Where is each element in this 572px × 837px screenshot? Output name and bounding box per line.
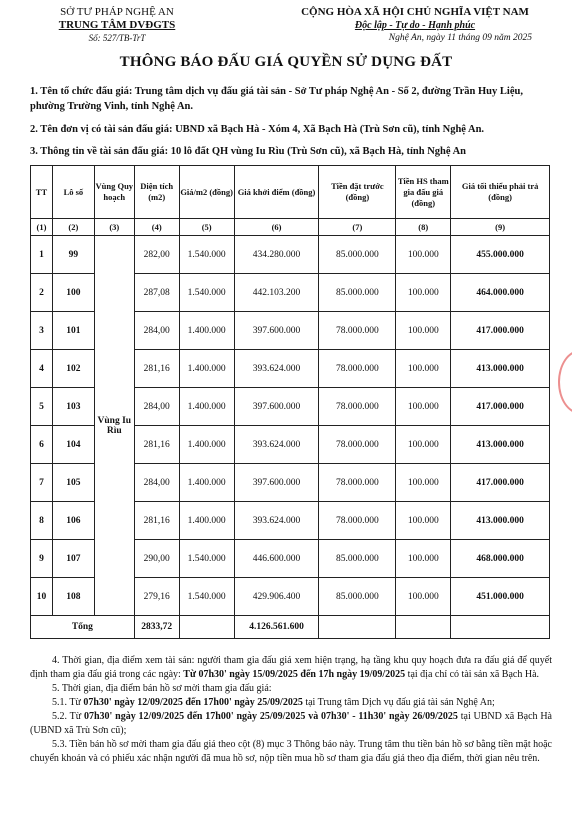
col-num: (6) xyxy=(234,219,319,236)
area-cell: 281,16 xyxy=(134,426,179,464)
deposit-cell: 85.000.000 xyxy=(319,236,396,274)
area-cell: 284,00 xyxy=(134,388,179,426)
fee-cell: 100.000 xyxy=(396,578,451,616)
tt-cell: 6 xyxy=(31,426,53,464)
lot-cell: 108 xyxy=(52,578,94,616)
document-date: Nghệ An, ngày 11 tháng 09 năm 2025 xyxy=(388,33,532,43)
tt-cell: 10 xyxy=(31,578,53,616)
min-price-cell: 413.000.000 xyxy=(451,502,550,540)
price-m2-cell: 1.540.000 xyxy=(179,274,234,312)
area-cell: 281,16 xyxy=(134,350,179,388)
total-label: Tổng xyxy=(31,616,135,639)
national-title: CỘNG HÒA XÃ HỘI CHỦ NGHĨA VIỆT NAM xyxy=(301,6,529,18)
start-price-cell: 397.600.000 xyxy=(234,312,319,350)
area-cell: 282,00 xyxy=(134,236,179,274)
deposit-cell: 85.000.000 xyxy=(319,274,396,312)
tt-cell: 8 xyxy=(31,502,53,540)
fee-cell: 100.000 xyxy=(396,426,451,464)
lot-cell: 102 xyxy=(52,350,94,388)
tt-cell: 1 xyxy=(31,236,53,274)
total-empty xyxy=(179,616,234,639)
total-empty xyxy=(396,616,451,639)
section-4-place: tại địa chỉ có tài sản xã Bạch Hà. xyxy=(405,669,540,680)
total-area: 2833,72 xyxy=(134,616,179,639)
col-num: (7) xyxy=(319,219,396,236)
deposit-cell: 78.000.000 xyxy=(319,426,396,464)
red-seal-stamp xyxy=(558,350,572,414)
price-m2-cell: 1.400.000 xyxy=(179,388,234,426)
auction-table xyxy=(30,165,550,639)
deposit-cell: 85.000.000 xyxy=(319,578,396,616)
lot-cell: 103 xyxy=(52,388,94,426)
lot-cell: 106 xyxy=(52,502,94,540)
total-start-price: 4.126.561.600 xyxy=(234,616,319,639)
national-motto: Độc lập - Tự do - Hạnh phúc xyxy=(354,20,476,31)
tt-cell: 2 xyxy=(31,274,53,312)
deposit-cell: 78.000.000 xyxy=(319,312,396,350)
section-5-2 xyxy=(30,710,552,738)
col-num: (2) xyxy=(52,219,94,236)
fee-cell: 100.000 xyxy=(396,464,451,502)
deposit-cell: 78.000.000 xyxy=(319,464,396,502)
price-m2-cell: 1.400.000 xyxy=(179,464,234,502)
info-item-3: 3. Thông tin về tài sản đấu giá: 10 lô đất QH vùng Iu Rìu (Trù Sơn cũ), xã Bạch Hà, tỉnh Nghệ An xyxy=(30,146,467,157)
start-price-cell: 393.624.000 xyxy=(234,502,319,540)
fee-cell: 100.000 xyxy=(396,540,451,578)
zone-cell: Vùng Iu Rìu xyxy=(94,236,134,616)
lot-cell: 105 xyxy=(52,464,94,502)
total-empty xyxy=(319,616,396,639)
start-price-cell: 393.624.000 xyxy=(234,426,319,464)
header-zone: Vùng Quy hoạch xyxy=(94,166,134,219)
lot-cell: 101 xyxy=(52,312,94,350)
header-start-price: Giá khởi điểm (đồng) xyxy=(234,166,319,219)
issuer-center: TRUNG TÂM DVĐGTS xyxy=(58,19,176,31)
total-empty xyxy=(451,616,550,639)
col-num: (4) xyxy=(134,219,179,236)
info-item-1: 1. Tên tổ chức đấu giá: Trung tâm dịch vụ đấu giá tài sản - Sở Tư pháp Nghệ An - Số 2, đường Trần Huy Liệu, phường Trường Vinh, tỉnh Nghệ An. xyxy=(30,86,523,112)
min-price-cell: 413.000.000 xyxy=(451,350,550,388)
lot-cell: 104 xyxy=(52,426,94,464)
start-price-cell: 397.600.000 xyxy=(234,464,319,502)
start-price-cell: 442.103.200 xyxy=(234,274,319,312)
price-m2-cell: 1.540.000 xyxy=(179,236,234,274)
lot-cell: 107 xyxy=(52,540,94,578)
price-m2-cell: 1.400.000 xyxy=(179,502,234,540)
min-price-cell: 464.000.000 xyxy=(451,274,550,312)
section-4-dates: Từ 07h30' ngày 15/09/2025 đến 17h ngày 19/09/2025 xyxy=(183,669,406,680)
header-fee: Tiền HS tham gia đấu giá (đồng) xyxy=(396,166,451,219)
min-price-cell: 417.000.000 xyxy=(451,312,550,350)
section-5-1-place: tại Trung tâm Dịch vụ đấu giá tài sản Nghệ An; xyxy=(302,697,495,708)
min-price-cell: 455.000.000 xyxy=(451,236,550,274)
price-m2-cell: 1.540.000 xyxy=(179,540,234,578)
area-cell: 279,16 xyxy=(134,578,179,616)
fee-cell: 100.000 xyxy=(396,388,451,426)
national-header xyxy=(270,6,560,45)
fee-cell: 100.000 xyxy=(396,350,451,388)
start-price-cell: 393.624.000 xyxy=(234,350,319,388)
tt-cell: 9 xyxy=(31,540,53,578)
document-title: THÔNG BÁO ĐẤU GIÁ QUYỀN SỬ DỤNG ĐẤT xyxy=(119,54,453,70)
col-num: (8) xyxy=(396,219,451,236)
price-m2-cell: 1.400.000 xyxy=(179,350,234,388)
section-5-1 xyxy=(30,696,552,710)
fee-cell: 100.000 xyxy=(396,312,451,350)
header-deposit: Tiền đặt trước (đồng) xyxy=(319,166,396,219)
col-num: (1) xyxy=(31,219,53,236)
area-cell: 281,16 xyxy=(134,502,179,540)
fee-cell: 100.000 xyxy=(396,274,451,312)
area-cell: 284,00 xyxy=(134,312,179,350)
area-cell: 290,00 xyxy=(134,540,179,578)
section-5-1-prefix: 5.1. Từ xyxy=(52,697,84,708)
info-item-2: 2. Tên đơn vị có tài sản đấu giá: UBND xã Bạch Hà - Xóm 4, Xã Bạch Hà (Trù Sơn cũ), tỉnh Nghệ An. xyxy=(30,124,485,135)
section-4 xyxy=(30,654,552,682)
area-cell: 287,08 xyxy=(134,274,179,312)
fee-cell: 100.000 xyxy=(396,236,451,274)
deposit-cell: 78.000.000 xyxy=(319,350,396,388)
start-price-cell: 434.280.000 xyxy=(234,236,319,274)
section-5-2-place: tại UBND xã Bạch Hà (UBND xã Trù Sơn cũ); xyxy=(30,711,552,736)
header-area: Diện tích (m2) xyxy=(134,166,179,219)
tt-cell: 4 xyxy=(31,350,53,388)
start-price-cell: 429.906.400 xyxy=(234,578,319,616)
notice-body xyxy=(30,654,552,766)
header-tt: TT xyxy=(31,166,53,219)
header-min-price: Giá tối thiểu phải trả (đồng) xyxy=(451,166,550,219)
issuer-department: SỞ TƯ PHÁP NGHỆ AN xyxy=(60,6,174,18)
min-price-cell: 417.000.000 xyxy=(451,464,550,502)
start-price-cell: 446.600.000 xyxy=(234,540,319,578)
min-price-cell: 417.000.000 xyxy=(451,388,550,426)
table-body xyxy=(31,236,550,616)
col-num: (9) xyxy=(451,219,550,236)
table-row xyxy=(31,236,550,274)
fee-cell: 100.000 xyxy=(396,502,451,540)
tt-cell: 3 xyxy=(31,312,53,350)
deposit-cell: 85.000.000 xyxy=(319,540,396,578)
tt-cell: 5 xyxy=(31,388,53,426)
price-m2-cell: 1.540.000 xyxy=(179,578,234,616)
start-price-cell: 397.600.000 xyxy=(234,388,319,426)
min-price-cell: 413.000.000 xyxy=(451,426,550,464)
min-price-cell: 468.000.000 xyxy=(451,540,550,578)
section-5-2-dates: 07h30' ngày 12/09/2025 đến 17h00' ngày 25/09/2025 và 07h30' - 11h30' ngày 26/09/2025 xyxy=(84,711,458,722)
section-5: 5. Thời gian, địa điểm bán hồ sơ mời tham gia đấu giá: xyxy=(52,683,272,694)
issuer-header xyxy=(22,6,212,45)
min-price-cell: 451.000.000 xyxy=(451,578,550,616)
lot-cell: 99 xyxy=(52,236,94,274)
price-m2-cell: 1.400.000 xyxy=(179,312,234,350)
section-5-3: 5.3. Tiền bán hồ sơ mời tham gia đấu giá theo cột (8) mục 3 Thông báo này. Trung tâm thu tiền bán hồ sơ bằng tiền mặt hoặc chuyển khoản và có phiếu xác nhận người đã mua hồ sơ, nộp tiền mua hồ sơ tham gia đấu giá theo địa điểm, thời gian nêu trên. xyxy=(30,739,552,764)
total-row xyxy=(31,616,550,639)
col-num: (3) xyxy=(94,219,134,236)
lot-cell: 100 xyxy=(52,274,94,312)
area-cell: 284,00 xyxy=(134,464,179,502)
document-number: Số: 527/TB-TrT xyxy=(88,33,146,43)
section-5-2-prefix: 5.2. Từ xyxy=(52,711,84,722)
table-header-row xyxy=(31,166,550,219)
deposit-cell: 78.000.000 xyxy=(319,502,396,540)
header-lot: Lô số xyxy=(52,166,94,219)
price-m2-cell: 1.400.000 xyxy=(179,426,234,464)
section-4-text: 4. Thời gian, địa điểm xem tài sản: người tham gia đấu giá xem hiện trạng, hạ tầng khu quy hoạch đưa ra đấu giá để quyết định tham gia đấu giá trong các ngày: xyxy=(30,655,552,680)
deposit-cell: 78.000.000 xyxy=(319,388,396,426)
tt-cell: 7 xyxy=(31,464,53,502)
column-number-row xyxy=(31,219,550,236)
col-num: (5) xyxy=(179,219,234,236)
section-5-1-dates: 07h30' ngày 12/09/2025 đến 17h00' ngày 25/09/2025 xyxy=(83,697,303,708)
header-price-m2: Giá/m2 (đồng) xyxy=(179,166,234,219)
